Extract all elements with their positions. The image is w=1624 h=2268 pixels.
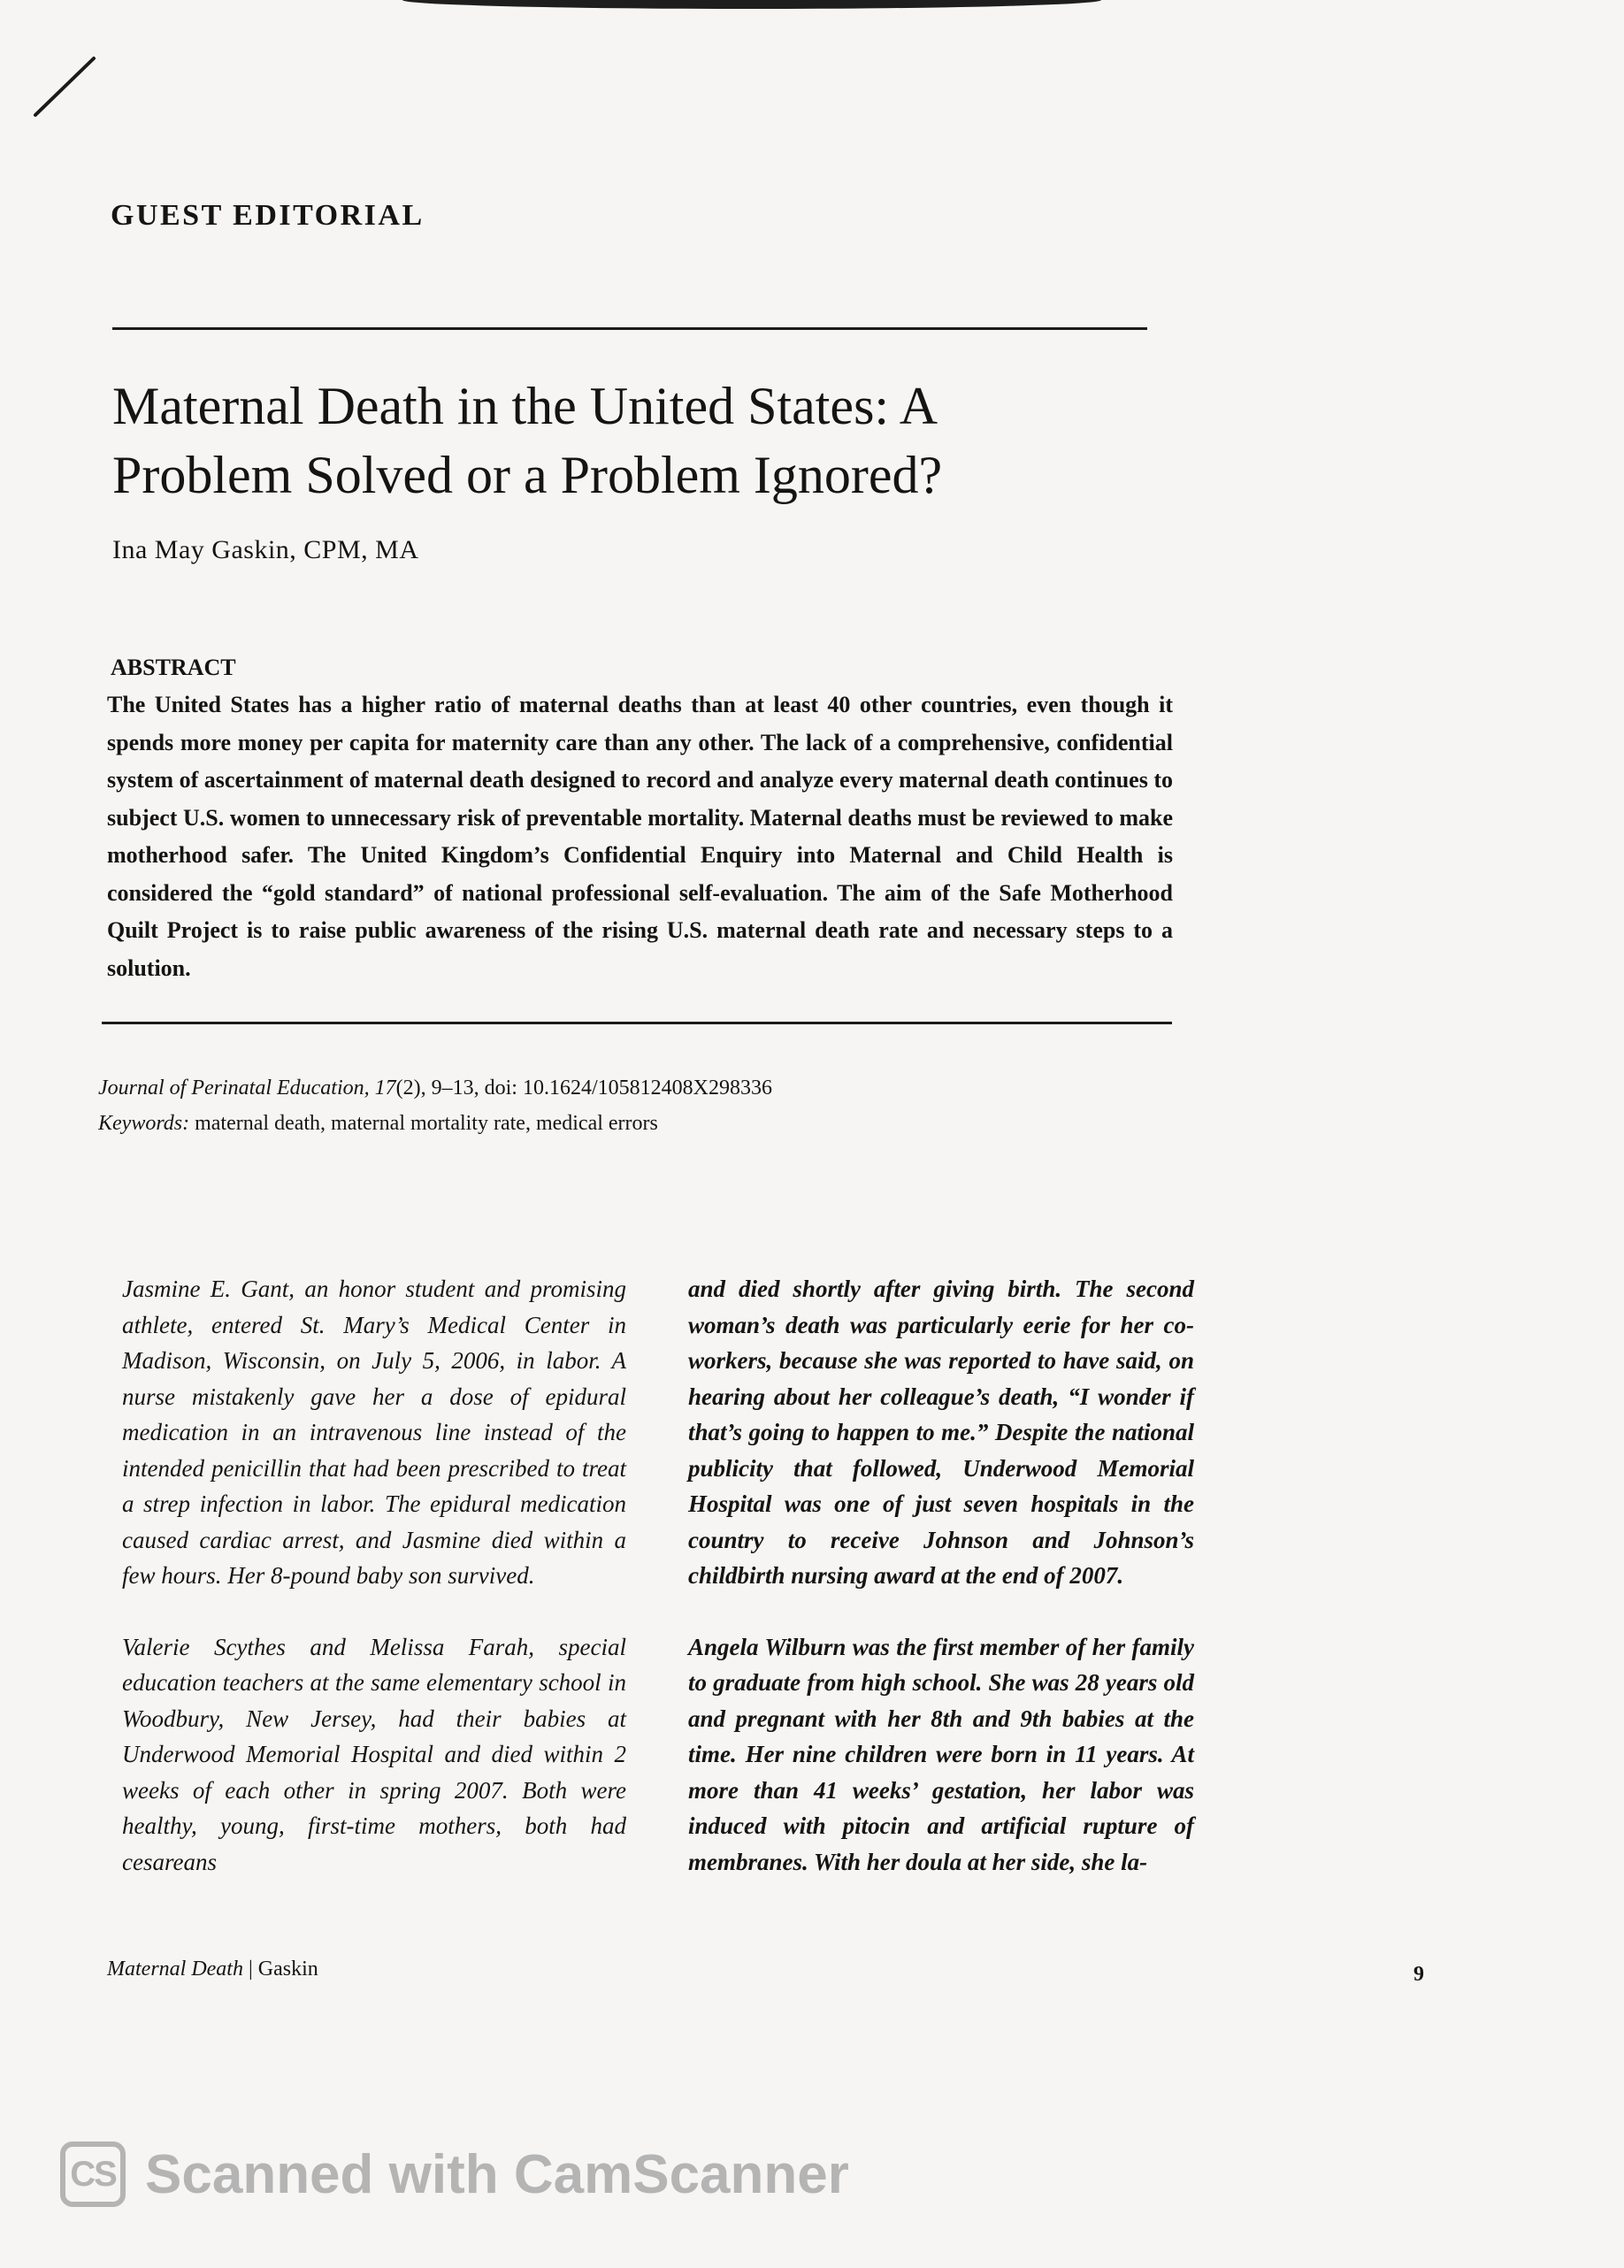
body-column-right xyxy=(688,1271,1194,1915)
paragraph: Valerie Scythes and Melissa Farah, special education teachers at the same elementary school in Woodbury, New Jersey, had their babies at Underwood Memorial Hospital and died within 2 weeks of each other in spring 2007. Both were healthy, young, first-time mothers, both had cesareans xyxy=(122,1633,626,1875)
running-footer xyxy=(107,1958,318,1981)
paragraph: and died shortly after giving birth. The second woman’s death was particularly eerie for her co-workers, because she was reported to have said, on hearing about her colleague’s death, “I wonder if that’s going to happen to me.” Despite the national publicity that followed, Underwood Memorial Hospital was one of just seven hospitals in the country to receive Johnson and Johnson’s childbirth nursing award at the end of 2007. xyxy=(688,1276,1194,1589)
abstract-text: The United States has a higher ratio of maternal deaths than at least 40 other countries, even though it spends more money per capita for maternity care than any other. The lack of a comprehensive, confidential system of ascertainment of maternal death designed to record and analyze every maternal death continues to subject U.S. women to unnecessary risk of preventable mortality. Maternal deaths must be reviewed to make motherhood safer. The United Kingdom’s Confidential Enquiry into Maternal and Child Health is considered the “gold standard” of national professional self-evaluation. The aim of the Safe Motherhood Quilt Project is to raise public awareness of the rising U.S. maternal death rate and necessary steps to a solution. xyxy=(107,692,1173,981)
journal-citation xyxy=(98,1070,772,1106)
author-byline: Ina May Gaskin, CPM, MA xyxy=(112,535,419,564)
camscanner-watermark xyxy=(60,2139,849,2210)
journal-volume: 17 xyxy=(374,1077,396,1100)
section-label: GUEST EDITORIAL xyxy=(111,199,425,232)
article-title xyxy=(112,372,1156,510)
scan-shadow-bar xyxy=(402,0,1101,9)
journal-details: (2), 9–13, doi: 10.1624/105812408X298336 xyxy=(395,1077,772,1100)
abstract-heading: ABSTRACT xyxy=(111,655,236,680)
watermark-text: Scanned with CamScanner xyxy=(145,2143,849,2205)
keywords-line xyxy=(98,1106,772,1141)
abstract-rule xyxy=(102,1022,1172,1024)
journal-name: Journal of Perinatal Education, xyxy=(98,1077,370,1100)
body-column-left xyxy=(122,1271,626,1915)
camscanner-logo-icon: CS xyxy=(60,2142,126,2207)
top-rule xyxy=(112,327,1147,330)
running-title: Maternal Death xyxy=(107,1958,243,1981)
paragraph: Angela Wilburn was the first member of her family to graduate from high school. She was 28 years old and pregnant with her 8th and 9th babies at the time. Her nine children were born in 11 years. At more than 41 weeks’ gestation, her labor was induced with pitocin and artificial rupture of membranes. With her doula at her side, she la- xyxy=(688,1633,1194,1875)
title-line-2: Problem Solved or a Problem Ignored? xyxy=(112,446,943,504)
citation-block xyxy=(98,1070,772,1141)
keywords: maternal death, maternal mortality rate, medical errors xyxy=(189,1112,658,1135)
page-number: 9 xyxy=(1413,1963,1424,1986)
title-line-1: Maternal Death in the United States: A xyxy=(112,377,938,435)
keywords-label: Keywords: xyxy=(98,1112,190,1135)
pen-mark xyxy=(30,53,110,133)
footer-author: Gaskin xyxy=(257,1958,318,1981)
paragraph: Jasmine E. Gant, an honor student and promising athlete, entered St. Mary’s Medical Center in Madison, Wisconsin, on July 5, 2006, in labor. A nurse mistakenly gave her a dose of epidural medication in an intravenous line instead of the intended penicillin that had been prescribed to treat a strep infection in labor. The epidural medication caused cardiac arrest, and Jasmine died within a few hours. Her 8-pound baby son survived. xyxy=(122,1276,626,1589)
footer-separator: | xyxy=(242,1958,258,1981)
